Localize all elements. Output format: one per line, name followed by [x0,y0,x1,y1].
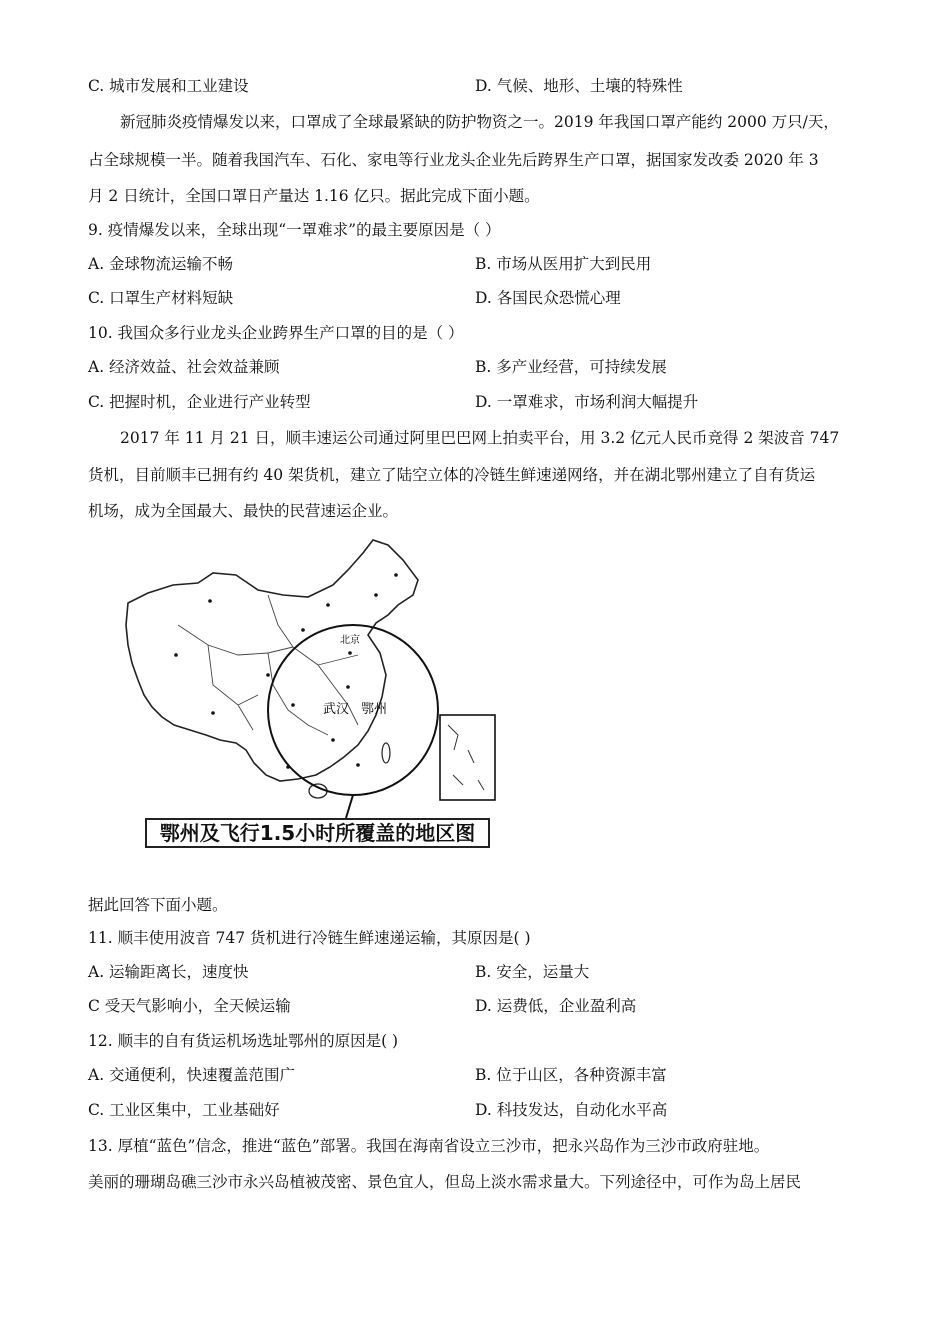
passage1-line3: 月 2 日统计，全国口罩日产量达 1.16 亿只。据此完成下面小题。 [88,187,540,205]
passage2-line1: 2017 年 11 月 21 日，顺丰速运公司通过阿里巴巴网上拍卖平台，用 3.2 亿元人民币竞得 2 架波音 747 [120,429,840,447]
q13-line1: 13. 厚植“蓝色”信念，推进“蓝色”部署。我国在海南省设立三沙市，把永兴岛作为三沙市政府驻地。 [88,1137,770,1155]
q12-option-c: C. 工业区集中，工业基础好 [88,1101,280,1119]
q8-option-c: C. 城市发展和工业建设 [88,77,249,95]
q12-option-b: B. 位于山区，各种资源丰富 [475,1066,667,1084]
q9-option-a: A. 金球物流运输不畅 [88,255,234,273]
coverage-circle [268,625,438,795]
q12-stem: 12. 顺丰的自有货运机场选址鄂州的原因是( ) [88,1032,399,1050]
map-drawing [118,535,503,855]
passage1-line1: 新冠肺炎疫情爆发以来，口罩成了全球最紧缺的防护物资之一。2019 年我国口罩产能约 2000 万只/天， [120,113,839,131]
q11-stem: 11. 顺丰使用波音 747 货机进行冷链生鲜速递运输，其原因是( ) [88,929,531,947]
q9-option-d: D. 各国民众恐慌心理 [475,289,621,307]
q11-option-d: D. 运费低，企业盈利高 [475,997,637,1015]
q9-stem: 9. 疫情爆发以来，全球出现“一罩难求”的最主要原因是（ ） [88,221,501,239]
q10-stem: 10. 我国众多行业龙头企业跨界生产口罩的目的是（ ） [88,324,464,342]
label-beijing: 北京 [340,635,360,646]
q12-option-d: D. 科技发达，自动化水平高 [475,1101,668,1119]
china-coverage-map [118,535,503,855]
after-map-text: 据此回答下面小题。 [88,896,228,914]
inset-islands [448,725,484,790]
q12-option-a: A. 交通便利，快速覆盖范围广 [88,1066,296,1084]
q10-option-a: A. 经济效益、社会效益兼顾 [88,358,280,376]
passage2-line2: 货机，目前顺丰已拥有约 40 架货机，建立了陆空立体的冷链生鲜速递网络，并在湖北鄂州建立了自有货运 [88,466,816,484]
label-wuhan: 武汉 [323,702,350,717]
q13-line2: 美丽的珊瑚岛礁三沙市永兴岛植被茂密、景色宜人，但岛上淡水需求量大。下列途径中，可作为岛上居民 [88,1173,802,1191]
q11-option-a: A. 运输距离长，速度快 [88,963,249,981]
q11-option-c: C 受天气影响小，全天候运输 [88,997,291,1015]
q8-option-d: D. 气候、地形、土壤的特殊性 [475,77,683,95]
passage1-line2: 占全球规模一半。随着我国汽车、石化、家电等行业龙头企业先后跨界生产口罩，据国家发改委 2020 年 3 [88,151,819,169]
taiwan-island [382,743,390,763]
q9-option-b: B. 市场从医用扩大到民用 [475,255,652,273]
south-china-sea-inset [440,715,495,800]
caption-pointer [346,795,353,818]
q9-option-c: C. 口罩生产材料短缺 [88,289,234,307]
q10-option-d: D. 一罩难求，市场利润大幅提升 [475,393,699,411]
q10-option-b: B. 多产业经营，可持续发展 [475,358,667,376]
map-caption: 鄂州及飞行1.5小时所覆盖的地区图 [145,818,490,848]
city-dots [174,573,398,769]
passage2-line3: 机场，成为全国最大、最快的民营速运企业。 [88,502,399,520]
china-outline [126,540,418,781]
label-ezhou: 鄂州 [361,702,388,717]
q10-option-c: C. 把握时机，企业进行产业转型 [88,393,311,411]
q11-option-b: B. 安全，运量大 [475,963,590,981]
